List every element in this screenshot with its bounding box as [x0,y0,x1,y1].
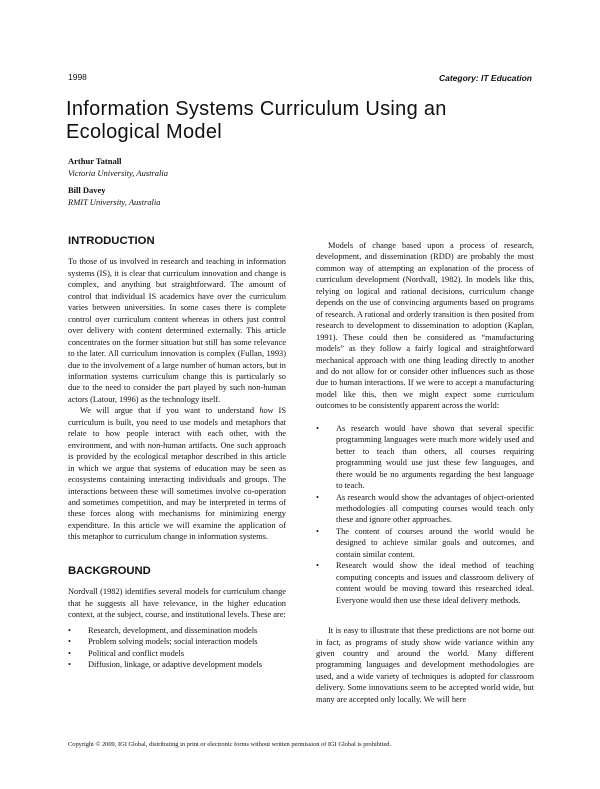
title-line-1: Information Systems Curriculum Using an [66,98,447,120]
intro-paragraph-2-emphasis: how [259,406,274,416]
category-label: Category: IT Education [438,73,532,83]
section-heading-introduction: INTRODUCTION [68,235,155,247]
intro-paragraph-2 [68,405,286,542]
author-affiliation: Victoria University, Australia [68,167,169,178]
left-column [68,236,286,670]
author-block-2 [68,185,160,208]
copyright-footer: Copyright © 2009, IGI Global, distributing in print or electronic forms without written permission of IGI Global is prohibited. [68,741,392,748]
author-block-1 [68,156,168,179]
list-item: • Research, development, and dissemination models [68,625,286,636]
list-item: • Diffusion, linkage, or adaptive development models [68,659,286,670]
list-item: • Problem solving models; social interaction models [68,636,286,647]
author-name: Arthur Tatnall [68,156,122,166]
intro-paragraph-1: To those of us involved in research and teaching in information systems (IS), it is clear that curriculum innovation and change is complex, and anything but straightforward. The amount of control that individual IS academics have over the curriculum varies between universities. In some cases there is complete control over curriculum content whereas in others just control over delivery with content determined externally. This article concentrates on the former situation but still has some relevance to the later. All curriculum innovation is complex (Fullan, 1993) due to the involvement of a large number of human actors, but in information systems curriculum change this is particularly so due to the need to consider the part played by such non-human actors (Latour, 1996) as the technology itself. [68,257,286,404]
list-item: • Political and conflict models [68,648,286,659]
predictions-paragraph: It is easy to illustrate that these predictions are not borne out in fact, as programs of study show wide variance within any given country and around the world. Many different programming languages and development methodologies are used, and a wide variety of techniques is adopted for classroom delivery. Some innovations seem to be accepted world wide, but many are accepted only locally. We will here [316,626,534,704]
prediction-bullet-list [316,423,534,606]
page-number: 1998 [68,72,87,82]
background-paragraph-1: Nordvall (1982) identifies several models for curriculum change that he suggests all have relevance, in the higher education context, at the subject, course, and institutional levels. These are: [68,587,286,620]
author-affiliation: RMIT University, Australia [68,196,161,207]
background-bullet-list [68,625,286,671]
list-item: • Research would show the ideal method of teaching computing concepts and issues and classroom delivery of content would be moving toward this researched ideal. Everyone would then use these ideal delivery methods. [316,560,534,606]
rdd-paragraph: Models of change based upon a process of research, development, and dissemination (RDD) are probably the most common way of attempting an explanation of the process of curriculum development (Nordvall, 1982). In models like this, relying on logical and rational decisions, curriculum change depends on the use of convincing arguments based on programs of research. A rational and orderly transition is then posited from research to development to dissemination to adoption (Kaplan, 1991). These could then be considered as “manufacturing models” as they follow a fairly logical and straightforward mechanical approach with one thing leading directly to another and do not allow for or consider other influences such as those due to human interactions. If we were to accept a manufacturing model like this, then we might expect some curriculum outcomes to be consistently apparent across the world: [316,241,534,411]
list-item: • As research would show the advantages of object-oriented methodologies all computing courses would teach only these and ignore other approaches. [316,492,534,526]
intro-paragraph-2-end: IS curriculum is built, you need to use models and metaphors that relate to how people interact with each other, with the environment, and with non-human artifacts. One such approach is provided by the ecological metaphor described in this article in which we argue that systems of education may be seen as ecosystems containing interacting individuals and groups. The interactions between these will sometimes involve co-operation and sometimes competition, and may be interpreted in terms of these forces along with mechanisms for minimizing energy expenditure. In this article we will examine the application of this metaphor to curriculum change in information systems. [68,406,286,542]
list-item: • As research would have shown that several specific programming languages were much more widely used and better to teach than others, all courses requiring programming would use just these few languages, and there would be no arguments regarding the best language to teach. [316,423,534,492]
section-heading-background: BACKGROUND [68,564,151,577]
author-name: Bill Davey [68,185,106,195]
list-item: • The content of courses around the world would be designed to achieve similar goals and outcomes, and contain similar content. [316,526,534,560]
intro-paragraph-2-start: We will argue that if you want to understand [80,406,260,416]
title-line-2: Ecological Model [66,120,222,143]
article-title [66,98,536,143]
right-column [316,240,534,705]
